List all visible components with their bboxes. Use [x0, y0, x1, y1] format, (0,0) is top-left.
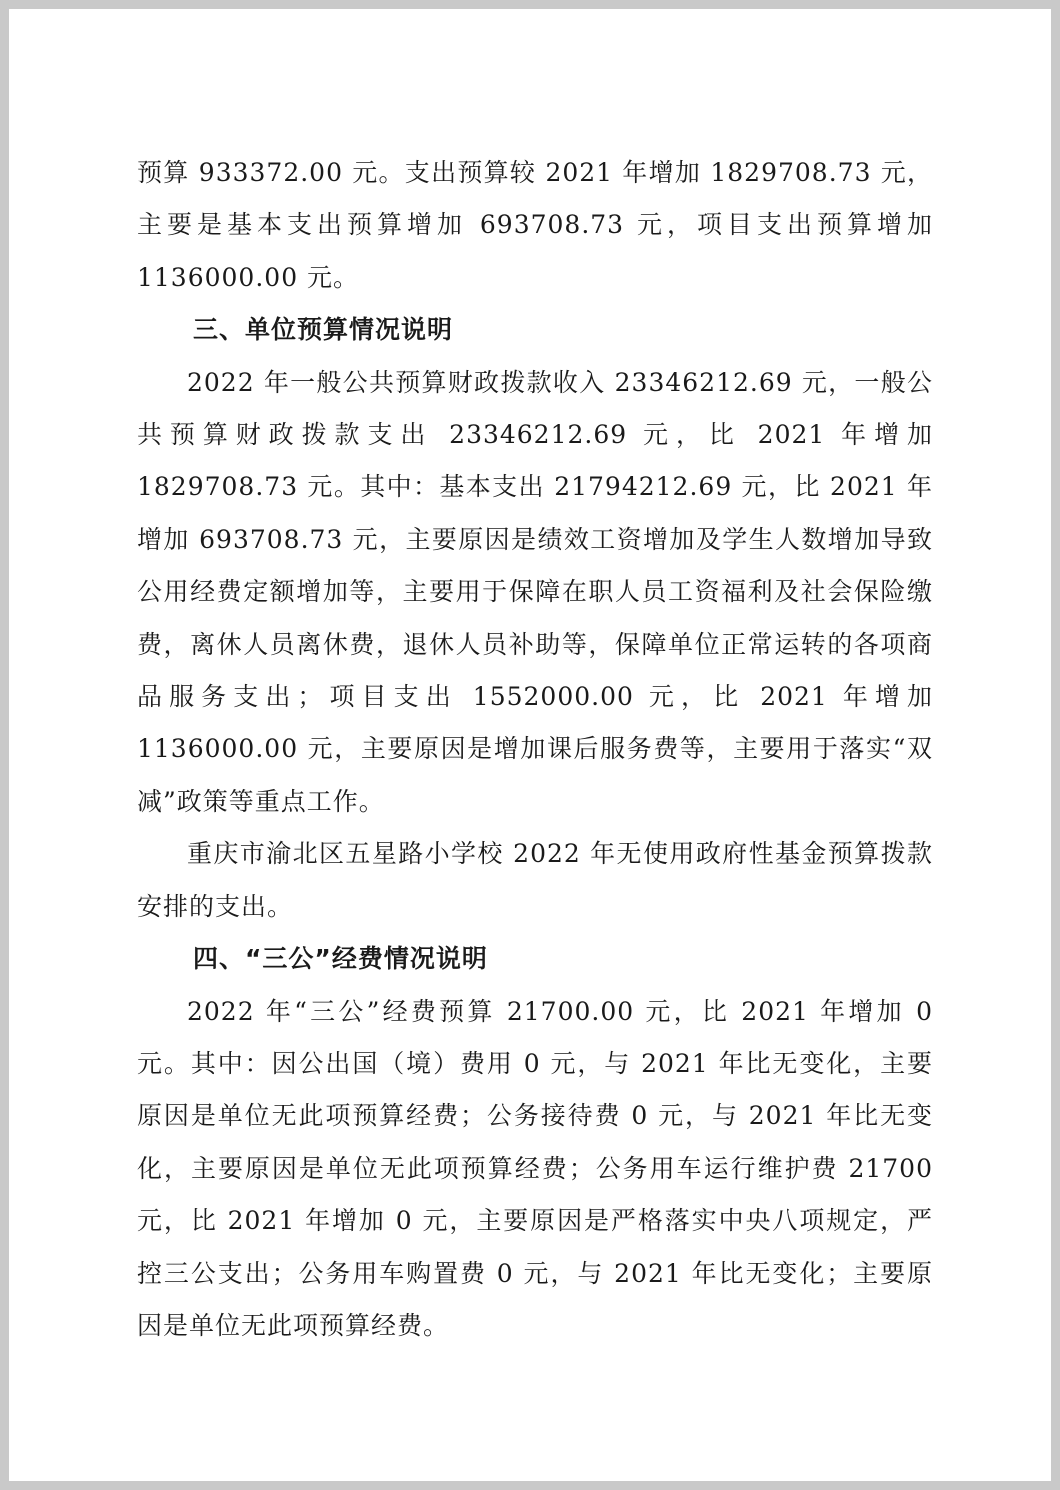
paragraph-government-fund: 重庆市渝北区五星路小学校 2022 年无使用政府性基金预算拨款安排的支出。	[137, 839, 933, 921]
document-body	[137, 147, 933, 1352]
paragraph-general-budget: 2022 年一般公共预算财政拨款收入 23346212.69 元，一般公共预算财政拨款支出 23346212.69 元，比 2021 年增加 1829708.73 元。其中：基本支出 21794212.69 元，比 2021 年增加 693708.73 元，主要原因是绩效工资增加及学生人数增加导致公用经费定额增加等，主要用于保障在职人员工资福利及社会保险缴费，离休人员离休费，退休人员补助等，保障单位正常运转的各项商品服务支出；项目支出 1552000.00 元，比 2021 年增加 1136000.00 元，主要原因是增加课后服务费等，主要用于落实“双减”政策等重点工作。	[137, 367, 933, 816]
document-page	[9, 9, 1051, 1481]
section-heading-unit-budget: 三、单位预算情况说明	[193, 315, 454, 345]
section-heading-three-public: 四、“三公”经费情况说明	[193, 944, 488, 974]
paragraph-budget-change: 预算 933372.00 元。支出预算较 2021 年增加 1829708.73 元，主要是基本支出预算增加 693708.73 元，项目支出预算增加 1136000.00 元。	[137, 158, 933, 292]
paragraph-three-public-expenses: 2022 年“三公”经费预算 21700.00 元，比 2021 年增加 0 元。其中：因公出国（境）费用 0 元，与 2021 年比无变化，主要原因是单位无此项预算经费；公务接待费 0 元，与 2021 年比无变化，主要原因是单位无此项预算经费；公务用车运行维护费 21700 元，比 2021 年增加 0 元，主要原因是严格落实中央八项规定，严控三公支出；公务用车购置费 0 元，与 2021 年比无变化；主要原因是单位无此项预算经费。	[137, 996, 933, 1340]
